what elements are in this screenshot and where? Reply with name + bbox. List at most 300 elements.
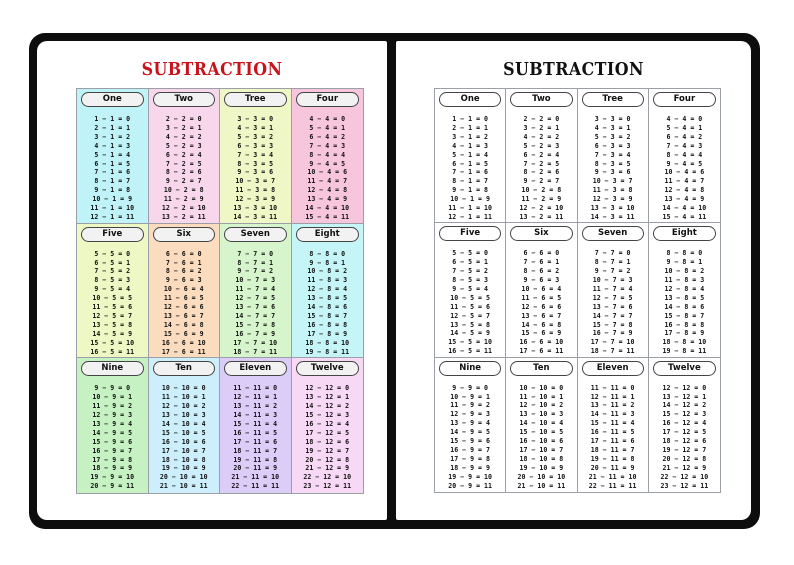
equation: 19 − 11 = 8 [233, 455, 278, 464]
equation: 18 − 11 = 7 [590, 446, 635, 454]
equation: 8 − 5 = 3 [94, 276, 131, 285]
equation: 13 − 4 = 9 [307, 195, 348, 204]
table-tree [220, 89, 292, 224]
equation: 15 − 12 = 3 [305, 411, 350, 420]
equation: 11 − 1 = 10 [448, 204, 492, 213]
table-five [77, 224, 149, 359]
equation: 16 − 5 = 11 [90, 347, 135, 356]
equation: 7 − 4 = 3 [309, 141, 346, 150]
equation: 13 − 4 = 9 [664, 195, 705, 204]
equation: 11 − 3 = 8 [592, 186, 633, 195]
equation: 16 − 9 = 7 [450, 446, 490, 454]
equation: 14 − 4 = 10 [662, 204, 707, 213]
equation: 14 − 7 = 7 [592, 311, 633, 320]
equation-list [435, 115, 505, 222]
equation-list [292, 250, 364, 357]
equation: 18 − 7 = 11 [233, 347, 278, 356]
equation: 12 − 7 = 5 [592, 293, 633, 302]
equation: 14 − 3 = 11 [590, 212, 635, 221]
table-eleven [220, 358, 292, 493]
equation: 11 − 7 = 4 [235, 285, 276, 294]
right-table-grid [434, 88, 721, 493]
equation: 11 − 2 = 9 [521, 195, 562, 204]
equation: 14 − 10 = 4 [519, 419, 564, 428]
equation: 10 − 6 = 4 [521, 284, 562, 293]
equation: 15 − 8 = 7 [307, 312, 348, 320]
equation: 11 − 5 = 6 [450, 302, 490, 311]
equation: 4 − 1 = 3 [94, 141, 131, 150]
equation-list [220, 115, 291, 222]
equation: 10 − 5 = 5 [92, 294, 133, 303]
equation: 12 − 3 = 9 [235, 195, 276, 204]
equation: 14 − 12 = 2 [662, 401, 707, 410]
equation: 14 − 11 = 3 [233, 411, 278, 420]
equation: 9 − 7 = 2 [237, 267, 274, 276]
equation-list [649, 115, 720, 222]
equation: 16 − 12 = 4 [662, 419, 707, 428]
equation: 5 − 4 = 1 [309, 123, 346, 132]
equation: 7 − 7 = 0 [237, 249, 274, 258]
equation: 5 − 3 = 2 [237, 132, 274, 141]
equation: 16 − 8 = 8 [664, 320, 705, 329]
equation: 9 − 8 = 1 [666, 258, 703, 267]
equation: 4 − 2 = 2 [165, 132, 202, 141]
equation: 15 − 5 = 10 [448, 338, 492, 347]
equation: 11 − 10 = 1 [161, 393, 206, 402]
equation: 5 − 1 = 4 [452, 150, 488, 159]
equation: 11 − 6 = 5 [163, 294, 204, 303]
equation: 13 − 3 = 10 [590, 204, 635, 213]
equation: 13 − 5 = 8 [92, 320, 133, 329]
equation: 16 − 7 = 9 [592, 329, 633, 338]
left-table-grid [76, 88, 364, 494]
equation: 10 − 4 = 6 [664, 168, 705, 177]
equation: 15 − 7 = 8 [235, 320, 276, 329]
equation: 14 − 6 = 8 [163, 320, 204, 329]
equation: 11 − 4 = 7 [664, 177, 705, 186]
table-eight [292, 224, 364, 359]
equation: 17 − 6 = 11 [161, 347, 206, 356]
equation: 11 − 4 = 7 [307, 177, 348, 186]
equation: 13 − 11 = 2 [233, 402, 278, 411]
equation: 9 − 2 = 7 [165, 177, 202, 186]
equation: 8 − 4 = 4 [309, 150, 346, 159]
equation: 16 − 10 = 6 [519, 437, 564, 446]
equation: 12 − 2 = 10 [161, 204, 206, 213]
equation-list [149, 250, 220, 357]
equation: 7 − 6 = 1 [165, 258, 202, 267]
table-label: Nine [81, 361, 144, 376]
equation: 15 − 4 = 11 [662, 212, 707, 221]
equation: 15 − 4 = 11 [305, 212, 350, 221]
equation: 15 − 12 = 3 [662, 410, 707, 419]
table-label: Four [653, 92, 716, 107]
equation: 5 − 5 = 0 [94, 249, 131, 258]
equation: 10 − 10 = 0 [161, 384, 206, 393]
equation: 16 − 5 = 11 [448, 347, 492, 356]
table-label: Ten [153, 361, 216, 376]
equation: 2 − 2 = 0 [523, 115, 560, 123]
table-five [435, 223, 506, 357]
equation: 6 − 5 = 1 [94, 258, 131, 267]
equation: 8 − 8 = 0 [666, 249, 703, 258]
equation: 1 − 1 = 0 [94, 115, 131, 123]
equation-list [77, 115, 148, 222]
equation-list [506, 115, 576, 222]
table-label: Five [81, 227, 144, 242]
equation: 17 − 7 = 10 [233, 338, 278, 347]
left-page [37, 41, 387, 520]
equation: 19 − 12 = 7 [305, 446, 350, 455]
equation: 14 − 10 = 4 [161, 419, 206, 428]
table-one [435, 89, 506, 223]
equation-list [506, 249, 576, 356]
equation: 5 − 4 = 1 [666, 123, 703, 132]
equation: 9 − 5 = 4 [94, 285, 131, 294]
equation: 5 − 5 = 0 [452, 249, 488, 258]
table-one [77, 89, 149, 224]
equation: 14 − 8 = 6 [307, 303, 348, 312]
equation: 7 − 7 = 0 [594, 249, 631, 258]
equation: 16 − 7 = 9 [235, 329, 276, 338]
equation-list [292, 115, 364, 222]
table-label: Nine [439, 361, 501, 376]
equation: 8 − 5 = 3 [452, 276, 488, 285]
equation-list [578, 384, 648, 491]
equation: 13 − 10 = 3 [161, 411, 206, 420]
table-label: Tree [224, 92, 287, 107]
equation: 9 − 7 = 2 [594, 267, 631, 276]
equation: 11 − 8 = 3 [664, 276, 705, 285]
equation: 10 − 7 = 3 [235, 276, 276, 285]
equation: 9 − 4 = 5 [666, 159, 703, 168]
equation: 9 − 1 = 8 [452, 186, 488, 195]
table-nine [435, 358, 506, 492]
equation: 5 − 1 = 4 [94, 150, 131, 159]
table-six [506, 223, 577, 357]
equation: 14 − 9 = 5 [92, 428, 133, 437]
equation: 16 − 10 = 6 [161, 437, 206, 446]
table-seven [578, 223, 649, 357]
equation: 13 − 2 = 11 [161, 212, 206, 221]
table-eight [649, 223, 720, 357]
equation: 12 − 1 = 11 [90, 212, 135, 221]
equation: 12 − 9 = 3 [92, 411, 133, 420]
equation: 2 − 1 = 1 [452, 123, 488, 132]
equation: 13 − 12 = 1 [662, 392, 707, 401]
equation: 11 − 11 = 0 [590, 383, 635, 392]
equation: 20 − 10 = 10 [159, 473, 208, 482]
table-label: Four [296, 92, 360, 107]
equation: 11 − 11 = 0 [233, 384, 278, 393]
equation-list [77, 384, 148, 491]
equation: 14 − 9 = 5 [450, 428, 490, 437]
equation: 12 − 1 = 11 [448, 212, 492, 221]
equation: 5 − 2 = 3 [165, 141, 202, 150]
equation: 17 − 10 = 7 [161, 446, 206, 455]
equation: 8 − 1 = 7 [94, 177, 131, 186]
equation: 7 − 5 = 2 [452, 267, 488, 276]
equation: 8 − 2 = 6 [165, 168, 202, 177]
table-label: Eight [296, 227, 360, 242]
equation: 10 − 1 = 9 [450, 195, 490, 204]
equation: 12 − 4 = 8 [307, 186, 348, 195]
equation: 9 − 9 = 0 [452, 383, 488, 392]
equation: 11 − 9 = 2 [92, 402, 133, 411]
equation: 13 − 5 = 8 [450, 320, 490, 329]
table-label: Six [153, 227, 216, 242]
equation: 12 − 5 = 7 [450, 311, 490, 320]
equation: 12 − 9 = 3 [450, 410, 490, 419]
table-label: Two [510, 92, 572, 107]
equation: 1 − 1 = 0 [452, 115, 488, 123]
equation: 18 − 12 = 6 [305, 437, 350, 446]
equation: 11 − 5 = 6 [92, 303, 133, 312]
equation: 16 − 9 = 7 [92, 446, 133, 455]
equation: 9 − 2 = 7 [523, 177, 560, 186]
equation: 13 − 7 = 6 [592, 302, 633, 311]
equation: 15 − 10 = 5 [161, 428, 206, 437]
table-tree [578, 89, 649, 223]
equation: 13 − 7 = 6 [235, 303, 276, 312]
equation: 10 − 1 = 9 [92, 195, 133, 204]
equation: 16 − 6 = 10 [519, 338, 564, 347]
equation: 10 − 10 = 0 [519, 383, 564, 392]
equation: 10 − 6 = 4 [163, 285, 204, 294]
table-four [649, 89, 720, 223]
equation-list [649, 249, 720, 356]
equation: 4 − 2 = 2 [523, 132, 560, 141]
equation: 20 − 11 = 9 [590, 463, 635, 472]
equation: 11 − 1 = 10 [90, 204, 135, 213]
equation: 14 − 4 = 10 [305, 204, 350, 213]
equation: 3 − 3 = 0 [237, 115, 274, 123]
equation-list [149, 384, 220, 491]
equation: 8 − 7 = 1 [594, 258, 631, 267]
equation: 8 − 6 = 2 [165, 267, 202, 276]
equation: 6 − 4 = 2 [666, 132, 703, 141]
equation: 12 − 11 = 1 [590, 392, 635, 401]
table-label: Tree [582, 92, 644, 107]
equation: 8 − 6 = 2 [523, 267, 560, 276]
table-label: Seven [582, 226, 644, 241]
equation: 21 − 12 = 9 [662, 463, 707, 472]
equation: 5 − 2 = 3 [523, 141, 560, 150]
equation-list [149, 115, 220, 222]
equation: 20 − 9 = 11 [448, 481, 492, 490]
equation: 17 − 12 = 5 [305, 428, 350, 437]
equation: 15 − 10 = 5 [519, 428, 564, 437]
equation: 10 − 3 = 7 [592, 177, 633, 186]
equation: 12 − 11 = 1 [233, 393, 278, 402]
equation: 22 − 11 = 11 [588, 481, 637, 490]
table-label: Eight [653, 226, 716, 241]
equation: 13 − 8 = 5 [664, 293, 705, 302]
equation: 20 − 12 = 8 [305, 455, 350, 464]
equation: 17 − 10 = 7 [519, 446, 564, 454]
equation: 18 − 8 = 10 [305, 338, 350, 347]
equation: 20 − 12 = 8 [662, 454, 707, 463]
equation: 14 − 6 = 8 [521, 320, 562, 329]
equation: 11 − 3 = 8 [235, 186, 276, 195]
equation: 6 − 3 = 3 [594, 141, 631, 150]
equation: 4 − 4 = 0 [666, 115, 703, 123]
equation: 13 − 3 = 10 [233, 204, 278, 213]
equation: 15 − 5 = 10 [90, 338, 135, 347]
equation: 17 − 9 = 8 [92, 455, 133, 464]
equation: 6 − 4 = 2 [309, 132, 346, 141]
table-label: Two [153, 92, 216, 107]
table-label: Five [439, 226, 501, 241]
equation: 7 − 3 = 4 [594, 150, 631, 159]
equation: 21 − 11 = 10 [231, 473, 280, 482]
table-four [292, 89, 364, 224]
equation: 7 − 4 = 3 [666, 141, 703, 150]
equation: 8 − 8 = 0 [309, 249, 346, 258]
equation: 17 − 8 = 9 [664, 329, 705, 338]
equation: 3 − 2 = 1 [165, 123, 202, 132]
equation: 13 − 9 = 4 [450, 419, 490, 428]
equation-list [435, 384, 505, 491]
equation: 13 − 8 = 5 [307, 294, 348, 303]
equation: 19 − 12 = 7 [662, 446, 707, 454]
equation-list [435, 249, 505, 356]
equation: 21 − 10 = 11 [517, 481, 566, 490]
equation: 9 − 4 = 5 [309, 159, 346, 168]
table-label: Eleven [224, 361, 287, 376]
equation: 8 − 4 = 4 [666, 150, 703, 159]
equation: 15 − 8 = 7 [664, 311, 705, 320]
equation: 12 − 3 = 9 [592, 195, 633, 204]
equation: 8 − 3 = 5 [594, 159, 631, 168]
equation: 19 − 10 = 9 [161, 464, 206, 473]
equation: 11 − 9 = 2 [450, 401, 490, 410]
equation: 12 − 12 = 0 [662, 383, 707, 392]
equation: 4 − 1 = 3 [452, 141, 488, 150]
equation: 15 − 9 = 6 [92, 437, 133, 446]
equation: 6 − 2 = 4 [523, 150, 560, 159]
equation: 8 − 3 = 5 [237, 159, 274, 168]
equation: 6 − 1 = 5 [94, 159, 131, 168]
equation: 11 − 8 = 3 [307, 276, 348, 285]
equation: 22 − 12 = 10 [303, 473, 352, 482]
table-label: Twelve [296, 361, 360, 376]
equation: 20 − 11 = 9 [233, 464, 278, 473]
table-label: Twelve [653, 361, 716, 376]
equation: 11 − 2 = 9 [163, 195, 204, 204]
equation: 12 − 10 = 2 [161, 402, 206, 411]
equation: 12 − 12 = 0 [305, 384, 350, 393]
equation: 14 − 5 = 9 [92, 329, 133, 338]
equation: 12 − 7 = 5 [235, 294, 276, 303]
equation: 10 − 9 = 1 [450, 392, 490, 401]
equation: 16 − 6 = 10 [161, 338, 206, 347]
equation: 19 − 8 = 11 [662, 347, 707, 356]
equation: 18 − 8 = 10 [662, 338, 707, 347]
equation: 10 − 3 = 7 [235, 177, 276, 186]
equation: 14 − 12 = 2 [305, 402, 350, 411]
equation-list [220, 250, 291, 357]
table-label: One [81, 92, 144, 107]
equation-list [292, 384, 364, 491]
equation: 8 − 7 = 1 [237, 258, 274, 267]
equation: 4 − 3 = 1 [594, 123, 631, 132]
equation: 9 − 3 = 6 [594, 168, 631, 177]
equation: 10 − 5 = 5 [450, 293, 490, 302]
equation: 12 − 6 = 6 [163, 303, 204, 312]
table-ten [149, 358, 221, 493]
equation: 10 − 2 = 8 [163, 186, 204, 195]
equation: 6 − 2 = 4 [165, 150, 202, 159]
table-eleven [578, 358, 649, 492]
equation: 19 − 8 = 11 [305, 347, 350, 356]
equation: 13 − 11 = 2 [590, 401, 635, 410]
equation: 13 − 6 = 7 [521, 311, 562, 320]
table-label: Seven [224, 227, 287, 242]
equation: 9 − 6 = 3 [165, 276, 202, 285]
table-label: Eleven [582, 361, 644, 376]
equation: 6 − 3 = 3 [237, 141, 274, 150]
equation: 15 − 11 = 4 [590, 419, 635, 428]
equation: 3 − 2 = 1 [523, 123, 560, 132]
equation: 5 − 3 = 2 [594, 132, 631, 141]
equation: 2 − 2 = 0 [165, 115, 202, 123]
equation: 18 − 11 = 7 [233, 446, 278, 455]
equation-list [77, 250, 148, 357]
equation: 9 − 5 = 4 [452, 284, 488, 293]
equation: 9 − 6 = 3 [523, 276, 560, 285]
equation: 16 − 12 = 4 [305, 419, 350, 428]
equation: 18 − 7 = 11 [590, 347, 635, 356]
equation: 21 − 12 = 9 [305, 464, 350, 473]
equation: 16 − 11 = 5 [233, 428, 278, 437]
table-ten [506, 358, 577, 492]
equation: 6 − 6 = 0 [165, 249, 202, 258]
equation: 12 − 8 = 4 [664, 284, 705, 293]
equation: 7 − 1 = 6 [452, 168, 488, 177]
table-six [149, 224, 221, 359]
equation: 16 − 11 = 5 [590, 428, 635, 437]
equation: 2 − 1 = 1 [94, 123, 131, 132]
equation: 7 − 2 = 5 [165, 159, 202, 168]
equation: 13 − 10 = 3 [519, 410, 564, 419]
equation: 19 − 11 = 8 [590, 454, 635, 463]
equation: 20 − 9 = 11 [90, 482, 135, 491]
equation: 19 − 9 = 10 [448, 472, 492, 481]
equation: 18 − 12 = 6 [662, 437, 707, 446]
equation: 21 − 10 = 11 [159, 482, 208, 491]
equation: 23 − 12 = 11 [660, 481, 709, 490]
equation-list [506, 384, 576, 491]
table-label: Ten [510, 361, 572, 376]
equation: 7 − 2 = 5 [523, 159, 560, 168]
equation: 9 − 1 = 8 [94, 186, 131, 195]
table-label: Six [510, 226, 572, 241]
equation: 22 − 12 = 10 [660, 472, 709, 481]
equation: 14 − 5 = 9 [450, 329, 490, 338]
equation: 9 − 3 = 6 [237, 168, 274, 177]
equation: 6 − 6 = 0 [523, 249, 560, 258]
equation: 9 − 9 = 0 [94, 384, 131, 393]
equation: 14 − 3 = 11 [233, 212, 278, 221]
equation: 15 − 6 = 9 [163, 329, 204, 338]
equation: 15 − 7 = 8 [592, 320, 633, 329]
equation: 4 − 3 = 1 [237, 123, 274, 132]
equation: 22 − 11 = 11 [231, 482, 280, 491]
equation: 3 − 1 = 2 [94, 132, 131, 141]
table-twelve [649, 358, 720, 492]
equation: 4 − 4 = 0 [309, 115, 346, 123]
